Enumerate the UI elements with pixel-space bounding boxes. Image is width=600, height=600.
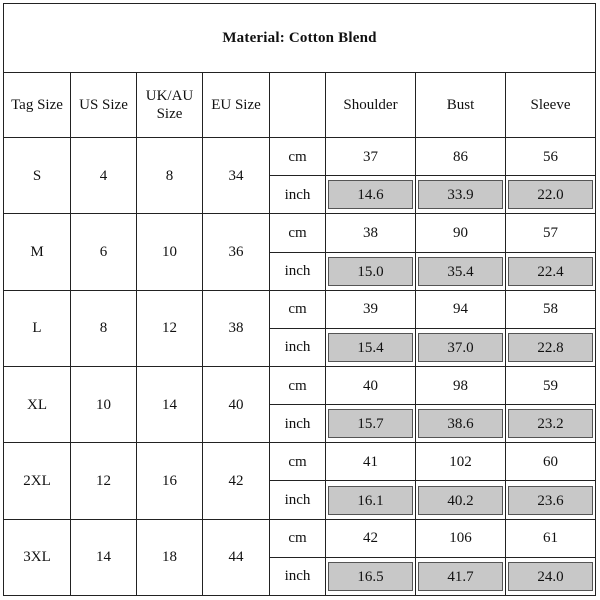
sleeve-inch-value: 22.0 [508, 180, 593, 209]
ukau-size-cell: 10 [137, 214, 203, 290]
material-title: Material: Cotton Blend [4, 4, 596, 73]
sleeve-inch-cell [506, 252, 596, 290]
tag-size-cell: 3XL [4, 519, 71, 595]
shoulder-inch-cell [326, 328, 416, 366]
eu-size-cell: 42 [203, 443, 270, 519]
unit-inch-label: inch [270, 328, 326, 366]
size-row-cm [4, 138, 596, 176]
sleeve-inch-value: 22.8 [508, 333, 593, 362]
size-chart-body [4, 4, 596, 596]
shoulder-cm-value: 40 [326, 367, 416, 405]
sleeve-cm-value: 59 [506, 367, 596, 405]
shoulder-inch-value: 15.7 [328, 409, 413, 438]
bust-inch-cell [416, 252, 506, 290]
sleeve-inch-value: 23.2 [508, 409, 593, 438]
sleeve-inch-value: 24.0 [508, 562, 593, 591]
header-ukau-size [137, 73, 203, 138]
bust-inch-cell [416, 481, 506, 519]
unit-cm-label: cm [270, 290, 326, 328]
shoulder-cm-value: 41 [326, 443, 416, 481]
shoulder-inch-cell [326, 557, 416, 595]
eu-size-cell: 40 [203, 367, 270, 443]
shoulder-cm-value: 38 [326, 214, 416, 252]
unit-cm-label: cm [270, 519, 326, 557]
size-row-cm [4, 290, 596, 328]
eu-size-cell: 38 [203, 290, 270, 366]
shoulder-inch-value: 16.5 [328, 562, 413, 591]
sleeve-cm-value: 56 [506, 138, 596, 176]
tag-size-cell: XL [4, 367, 71, 443]
unit-cm-label: cm [270, 367, 326, 405]
title-row [4, 4, 596, 73]
shoulder-cm-value: 37 [326, 138, 416, 176]
shoulder-cm-value: 39 [326, 290, 416, 328]
header-row [4, 73, 596, 138]
sleeve-inch-value: 22.4 [508, 257, 593, 286]
sleeve-cm-value: 57 [506, 214, 596, 252]
us-size-cell: 14 [71, 519, 137, 595]
size-row-cm [4, 214, 596, 252]
header-us-size: US Size [71, 73, 137, 138]
header-bust: Bust [416, 73, 506, 138]
bust-cm-value: 86 [416, 138, 506, 176]
bust-cm-value: 102 [416, 443, 506, 481]
unit-inch-label: inch [270, 405, 326, 443]
tag-size-cell: L [4, 290, 71, 366]
tag-size-cell: 2XL [4, 443, 71, 519]
us-size-cell: 6 [71, 214, 137, 290]
unit-cm-label: cm [270, 443, 326, 481]
header-eu-size: EU Size [203, 73, 270, 138]
shoulder-inch-value: 14.6 [328, 180, 413, 209]
us-size-cell: 12 [71, 443, 137, 519]
bust-inch-cell [416, 405, 506, 443]
sleeve-cm-value: 60 [506, 443, 596, 481]
shoulder-cm-value: 42 [326, 519, 416, 557]
bust-cm-value: 90 [416, 214, 506, 252]
shoulder-inch-value: 15.0 [328, 257, 413, 286]
shoulder-inch-cell [326, 481, 416, 519]
bust-cm-value: 98 [416, 367, 506, 405]
tag-size-cell: S [4, 138, 71, 214]
bust-cm-value: 94 [416, 290, 506, 328]
ukau-size-cell: 14 [137, 367, 203, 443]
bust-inch-value: 40.2 [418, 486, 503, 515]
header-unit-blank [270, 73, 326, 138]
bust-inch-cell [416, 176, 506, 214]
tag-size-cell: M [4, 214, 71, 290]
eu-size-cell: 34 [203, 138, 270, 214]
unit-inch-label: inch [270, 481, 326, 519]
sleeve-cm-value: 58 [506, 290, 596, 328]
shoulder-inch-cell [326, 176, 416, 214]
ukau-size-cell: 18 [137, 519, 203, 595]
sleeve-inch-cell [506, 405, 596, 443]
size-row-cm [4, 443, 596, 481]
sleeve-inch-value: 23.6 [508, 486, 593, 515]
sleeve-inch-cell [506, 176, 596, 214]
size-row-cm [4, 367, 596, 405]
sleeve-cm-value: 61 [506, 519, 596, 557]
header-shoulder: Shoulder [326, 73, 416, 138]
unit-inch-label: inch [270, 252, 326, 290]
size-chart-table [3, 3, 596, 596]
sleeve-inch-cell [506, 481, 596, 519]
header-ukau-line1: UK/AU [145, 88, 194, 105]
header-ukau-line2: Size [156, 106, 183, 123]
sleeve-inch-cell [506, 328, 596, 366]
us-size-cell: 4 [71, 138, 137, 214]
bust-inch-value: 37.0 [418, 333, 503, 362]
size-row-cm [4, 519, 596, 557]
unit-inch-label: inch [270, 176, 326, 214]
unit-cm-label: cm [270, 138, 326, 176]
unit-cm-label: cm [270, 214, 326, 252]
bust-inch-cell [416, 328, 506, 366]
ukau-size-cell: 12 [137, 290, 203, 366]
bust-inch-value: 38.6 [418, 409, 503, 438]
ukau-size-cell: 16 [137, 443, 203, 519]
header-sleeve: Sleeve [506, 73, 596, 138]
shoulder-inch-value: 15.4 [328, 333, 413, 362]
ukau-size-cell: 8 [137, 138, 203, 214]
bust-inch-value: 41.7 [418, 562, 503, 591]
bust-inch-value: 33.9 [418, 180, 503, 209]
shoulder-inch-cell [326, 252, 416, 290]
bust-inch-cell [416, 557, 506, 595]
shoulder-inch-cell [326, 405, 416, 443]
eu-size-cell: 44 [203, 519, 270, 595]
eu-size-cell: 36 [203, 214, 270, 290]
header-tag-size: Tag Size [4, 73, 71, 138]
bust-cm-value: 106 [416, 519, 506, 557]
us-size-cell: 10 [71, 367, 137, 443]
sleeve-inch-cell [506, 557, 596, 595]
us-size-cell: 8 [71, 290, 137, 366]
shoulder-inch-value: 16.1 [328, 486, 413, 515]
bust-inch-value: 35.4 [418, 257, 503, 286]
unit-inch-label: inch [270, 557, 326, 595]
